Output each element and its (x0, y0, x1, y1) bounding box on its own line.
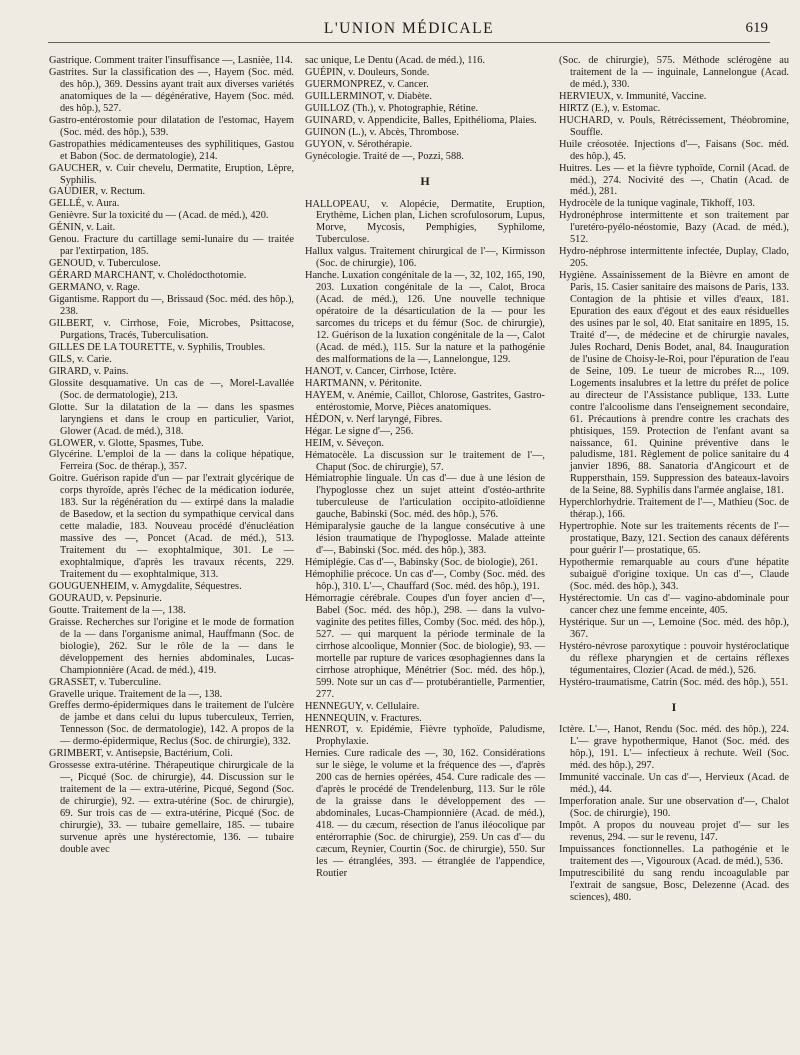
index-entry: Goitre. Guérison rapide d'un — par l'extrait glycérique de corps thyroïde, après l'échec de la médication iodurée, 183. Sur la régénération du — extirpé dans la maladie de Basedow, et la section du sympathique cervical dans cette maladie, 183. Nouveau procédé d'énucléation massive des —, Poncet (Acad. de méd.), 513. Traitement du — exophtalmique, 301. Le — exophtalmique, d'après les travaux récents, 229. Traitement du — exophtalmique, 313. (49, 473, 294, 580)
index-entry: GUERMONPREZ, v. Cancer. (305, 78, 429, 90)
index-entry: GAUDIER, v. Rectum. (49, 186, 146, 198)
index-entry: Hystéro-névrose paroxytique : pouvoir hystéroclatique du réflexe pharyngien et de certains réflexes tégumentaires, Clozier (Acad. de méd.), 526. (559, 640, 789, 676)
index-entry: GOUGUENHEIM, v. Amygdalite, Séquestres. (49, 580, 242, 592)
section-letter: H (420, 173, 430, 188)
column-right (559, 55, 789, 1045)
index-entry: Hématocèle. La discussion sur le traitement de l'—, Chaput (Soc. de chirurgie), 57. (305, 449, 545, 473)
index-entry: Greffes dermo-épidermiques dans le traitement de l'ulcère de jambe et dans celui du lupus tuberculeux, Terrien, Tennesson (Soc. de dermatologie), 142. A propos de la — dermo-épidermique, Reclus (Soc. de chirurgie), 332. (49, 700, 294, 748)
index-entry: Immunité vaccinale. Un cas d'—, Hervieux (Acad. de méd.), 44. (559, 772, 789, 796)
index-entry: Hydrocèle de la tunique vaginale, Tikhoff, 103. (559, 198, 756, 210)
index-entry: HANOT, v. Cancer, Cirrhose, Ictère. (305, 365, 457, 377)
index-entry: Hystérique. Sur un —, Lemoine (Soc. méd. des hôp.), 367. (559, 616, 789, 640)
index-entry: Hémophilie précoce. Un cas d'—, Comby (Soc. méd. des hôp.), 310. L'—, Chauffard (Soc. méd. des hôp.), 191. (305, 569, 545, 593)
index-entry: Genièvre. Sur la toxicité du — (Acad. de méd.), 420. (49, 210, 269, 222)
index-entry: HENROT, v. Epidémie, Fièvre typhoïde, Paludisme, Prophylaxie. (305, 724, 545, 748)
index-entry: GRASSET, v. Tuberculine. (49, 676, 162, 688)
index-entry: Gigantisme. Rapport du —, Brissaud (Soc. méd. des hôp.), 238. (49, 294, 294, 318)
index-entry: Hémiatrophie linguale. Un cas d'— due à une lésion de l'hypoglosse chez un sujet atteint d'ostéo-arthrite tuberculeuse de l'articulation occipito-atloïdienne gauche, Babinski (Soc. méd. des hôp.), 576. (305, 473, 545, 521)
index-entry: Hanche. Luxation congénitale de la —, 32, 102, 165, 190, 203. Luxation congénitale de la —, Calot, Broca (Acad. de méd.), 126. Une nouvelle technique opératoire de la désarticulation de la — pour les sarcomes du triceps et du fémur (Soc. de chirurgie), 12. Guérison de la luxation congénitale de la —, Calot (Acad. de méd.), 115. Sur la nature et la pathogénie des malformations de la —, Lannelongue, 129. (305, 270, 545, 365)
index-entry: HARTMANN, v. Péritonite. (305, 377, 422, 389)
index-entry: HUCHARD, v. Pouls, Rétrécissement, Théobromine, Souffle. (559, 114, 789, 138)
index-entry: (Soc. de chirurgie), 575. Méthode sclérogène au traitement de la — inguinale, Lannelongue (Acad. de méd.), 330. (559, 55, 789, 90)
index-entry: Gastropathies médicamenteuses des syphilitiques, Gastou et Babon (Soc. de dermatologie), 214. (49, 138, 294, 162)
index-entry: Genou. Fracture du cartillage semi-lunaire du — traitée par l'extirpation, 185. (49, 234, 294, 258)
index-entry: GUINARD, v. Appendicite, Balles, Epithélioma, Plaies. (305, 114, 537, 126)
index-entry: GOURAUD, v. Pepsinurie. (49, 592, 162, 604)
index-entry: Hémiplégie. Cas d'—, Babinsky (Soc. de biologie), 261. (305, 557, 538, 569)
index-entry: Hydro-néphrose intermittente infectée, Duplay, Clado, 205. (559, 246, 789, 270)
section-letter: I (671, 699, 677, 714)
index-entry: GAUCHER, v. Cuir chevelu, Dermatite, Eruption, Lèpre, Syphilis. (49, 162, 294, 186)
index-entry: Imputrescibilité du sang rendu incoagulable par l'extrait de sangsue, Bosc, Delezenne (Acad. des sciences), 480. (559, 867, 789, 903)
index-entry: GUILLERMINOT, v. Diabète. (305, 90, 432, 102)
index-entry: GILLES DE LA TOURETTE, v. Syphilis, Troubles. (49, 341, 266, 353)
index-entry: Hystéro-traumatisme, Catrin (Soc. méd. des hôp.), 551. (559, 676, 789, 688)
index-entry: Hystérectomie. Un cas d'— vagino-abdominale pour cancer chez une femme enceinte, 405. (559, 592, 789, 616)
index-entry: Hémorragie cérébrale. Coupes d'un foyer ancien d'—, Babel (Soc. méd. des hôp.), 298. — dans la vulvo-vaginite des petites filles, Comby (Soc. méd. des hôp.), 527. — qui marquent la période terminale de la cirrhose alcoolique, Monnier (Soc. de biologie), 93. — mortelle par rupture de varices œsophagiennes dans la cirrhose atrophique, Ménétrier (Soc. méd. des hôp.), 599. Note sur un cas d'— protubérantielle, Parmentier, 277. (305, 592, 545, 700)
index-entry: Hallux valgus. Traitement chirurgical de l'—, Kirmisson (Soc. de chirurgie), 106. (305, 246, 545, 270)
index-entry: Gastro-entérostomie pour dilatation de l'estomac, Hayem (Soc. méd. des hôp.), 539. (49, 114, 294, 138)
index-entry: GELLÉ, v. Aura. (49, 198, 120, 210)
index-entry: Gastrique. Comment traiter l'insuffisance —, Lasnièe, 114. (49, 55, 293, 66)
index-entry: Hyperchlorhydrie. Traitement de l'—, Mathieu (Soc. de thérap.), 166. (559, 497, 789, 521)
running-title: L'UNION MÉDICALE (323, 20, 495, 37)
index-entry: HALLOPEAU, v. Alopécie, Dermatite, Eruption, Erythème, Lichen plan, Lichen scrofulosorum, Lupus, Morve, Mycosis, Pemphigies, Syphilome, Tuberculose. (305, 198, 545, 246)
index-entry: sac unique, Le Dentu (Acad. de méd.), 116. (305, 55, 485, 66)
index-entry: Hypertrophie. Note sur les traitements récents de l'— prostatique, Bazy, 121. Section des canaux déférents pour guérir l'— prostatique, 65. (559, 521, 789, 557)
index-entry: Ictère. L'—, Hanot, Rendu (Soc. méd. des hôp.), 224. L'— grave hypothermique, Hanot (Soc. méd. des hôp.), 191. L'— infectieux à rechute. Weil (Soc. méd. des hôp.), 297. (559, 724, 789, 772)
index-entry: GILBERT, v. Cirrhose, Foie, Microbes, Psittacose, Purgations, Tracés, Tuberculisation. (49, 317, 294, 341)
index-entry: Hégar. Le signe d'—, 256. (305, 425, 414, 437)
index-entry: GIRARD, v. Pains. (49, 365, 129, 377)
index-entry: GÉRARD MARCHANT, v. Cholédocthotomie. (49, 270, 247, 282)
index-entry: HERVIEUX, v. Immunité, Vaccine. (559, 90, 707, 102)
index-entry: HENNEGUY, v. Cellulaire. (305, 700, 420, 712)
index-entry: Hémiparalysie gauche de la langue consécutive à une lésion traumatique de l'hypoglosse. Malade atteinte d'—, Babinski (Soc. méd. des hôp.), 383. (305, 521, 545, 557)
index-entry: Huile créosotée. Injections d'—, Faisans (Soc. méd. des hôp.), 45. (559, 138, 789, 162)
index-entry: GILS, v. Carie. (49, 353, 112, 365)
index-entry: Grossesse extra-utérine. Thérapeutique chirurgicale de la —, Picqué (Soc. de chirurgie), 44. Discussion sur le traitement de la — extra-utérine, Picqué, Segond (Soc. de chirurgie), 92. — extra-utérine (Soc. de chirurgie), 69. Sur trois cas de — extra-utérine, Picqué (Soc. de chirurgie), 33. — tubaire gemellaire, 185. — tubaire survenue après une hystérectomie, 136. — tubaire double avec (49, 760, 294, 855)
index-entry: GUINON (L.), v. Abcès, Thrombose. (305, 126, 459, 138)
index-entry: Hygiène. Assainissement de la Bièvre en amont de Paris, 15. Casier sanitaire des maisons de Paris, 133. Contagion de la phtisie et villes d'eaux, 181. Epuration des eaux d'égout et des eaux résiduelles des usines par le sol, 40. Etat sanitaire en 1895, 15. Traité d'—, de médecine et de chirurgie navales, Jules Rochard, Denis Bodet, anal, 84. Inauguration de l'usine de Choisy-le-Roi, pour l'épuration de l'eau de Seine, 109. Le tueur de microbes R..., 109. Logements insalubres et la lettre du préfet de police au directeur de l'Assistance publique, 133. Lutte contre l'alcoolisme dans l'enseignement secondaire, 61. Précautions à prendre contre les crachats des phtisiques, 159. Protection de l'enfant avant sa naissance, 61. Quinine préventive dans le paludisme, 181. Règlement de police sanitaire du 4 janvier 1896, 88. Sanatoria d'Angicourt et de Ruppersthain, 159. Suppression des bateaux-lavoirs de la Seine, 88. Syphilis dans l'armée anglaise, 181. (559, 270, 789, 497)
index-entry: GRIMBERT, v. Antisepsie, Bactérium, Coli. (49, 748, 233, 760)
index-entry: GUILLOZ (Th.), v. Photographie, Rétine. (305, 102, 479, 114)
index-entry: HÉDON, v. Nerf laryngé, Fibres. (305, 413, 443, 425)
page-header (48, 20, 770, 43)
index-entry: Glycérine. L'emploi de la — dans la colique hépatique, Ferreira (Soc. de thérap.), 357. (49, 449, 294, 473)
column-left (49, 55, 294, 1045)
index-entry: Imperforation anale. Sur une observation d'—, Chalot (Soc. de chirurgie), 190. (559, 796, 789, 820)
index-entry: GÉNIN, v. Lait. (49, 222, 116, 234)
index-entry: Hydronéphrose intermittente et son traitement par l'uretéro-pyélo-néostomie, Bazy (Acad. de méd.), 512. (559, 210, 789, 246)
column-middle (305, 55, 545, 1045)
index-entry: GENOUD, v. Tuberculose. (49, 258, 161, 270)
index-entry: Gravelle urique. Traitement de la —, 138. (49, 688, 223, 700)
index-entry: GUYON, v. Sérothérapie. (305, 138, 413, 150)
index-entry: Goutte. Traitement de la —, 138. (49, 604, 186, 616)
index-entry: Impuissances fonctionnelles. La pathogénie et le traitement des —, Vigouroux (Acad. de méd.), 536. (559, 844, 789, 867)
index-entry: Gynécologie. Traité de —, Pozzi, 588. (305, 150, 464, 162)
index-entry: HAYEM, v. Anémie, Caillot, Chlorose, Gastrites, Gastro-entérostomie, Morve, Pièces anatomiques. (305, 389, 545, 413)
index-columns (0, 55, 800, 1050)
index-entry: GUÉPIN, v. Douleurs, Sonde. (305, 66, 430, 78)
index-entry: Glotte. Sur la dilatation de la — dans les spasmes laryngiens et dans le croup en particulier, Variot, Glower (Acad. de méd.), 318. (49, 401, 294, 437)
index-entry: Impôt. A propos du nouveau projet d'— sur les revenus, 294. — sur le revenu, 147. (559, 820, 789, 844)
index-entry: HENNEQUIN, v. Fractures. (305, 712, 422, 724)
index-entry: Huitres. Les — et la fièvre typhoïde, Cornil (Acad. de méd.), 274. Nocivité des —, Chatin (Acad. de méd.), 281. (559, 162, 789, 198)
index-entry: GERMANO, v. Rage. (49, 282, 140, 294)
page-number: 619 (745, 20, 768, 36)
index-entry: GLOWER, v. Glotte, Spasmes, Tube. (49, 437, 204, 449)
index-entry: Glossite desquamative. Un cas de —, Morel-Lavallée (Soc. de dermatologie), 213. (49, 377, 294, 401)
index-entry: HEIM, v. Séveçon. (305, 437, 384, 449)
index-entry: Hernies. Cure radicale des —, 30, 162. Considérations sur le siège, le volume et la fréquence des —, d'après 200 cas de hernies opérées, 454. Cure radicale des — d'après le procédé de Trendelenburg, 113. Sur le rôle de la graisse dans le développement des — abdominales, Lucas-Championnière (Acad. de méd.), 418. — du cæcum, résection de l'anus iléocolique par entérorraphie (Soc. de chirurgie), 259. Un cas d'— du cæcum, Reynier, Courtin (Soc. de chirurgie), 550. Sur les — étranglées, 393. — étranglée de l'appendice, Routier (305, 748, 545, 879)
index-entry: Hypothermie remarquable au cours d'une hépatite subaiguë d'origine toxique. Un cas d'—, Claude (Soc. méd. des hôp.), 343. (559, 557, 789, 592)
index-entry: Gastrites. Sur la classification des —, Hayem (Soc. méd. des hôp.), 369. Dessins ayant trait aux diverses variétés anatomiques de la — dégénérative, Hayem (Soc. méd. des hôp.), 527. (49, 66, 294, 114)
index-entry: HIRTZ (E.), v. Estomac. (559, 102, 661, 114)
index-entry: Graisse. Recherches sur l'origine et le mode de formation de la — dans l'organisme animal, Hauffmann (Soc. de biologie), 262. Sur le rôle de la — dans le développement des hernies abdominales, Lucas-Championnière (Acad. de méd.), 419. (49, 616, 294, 676)
